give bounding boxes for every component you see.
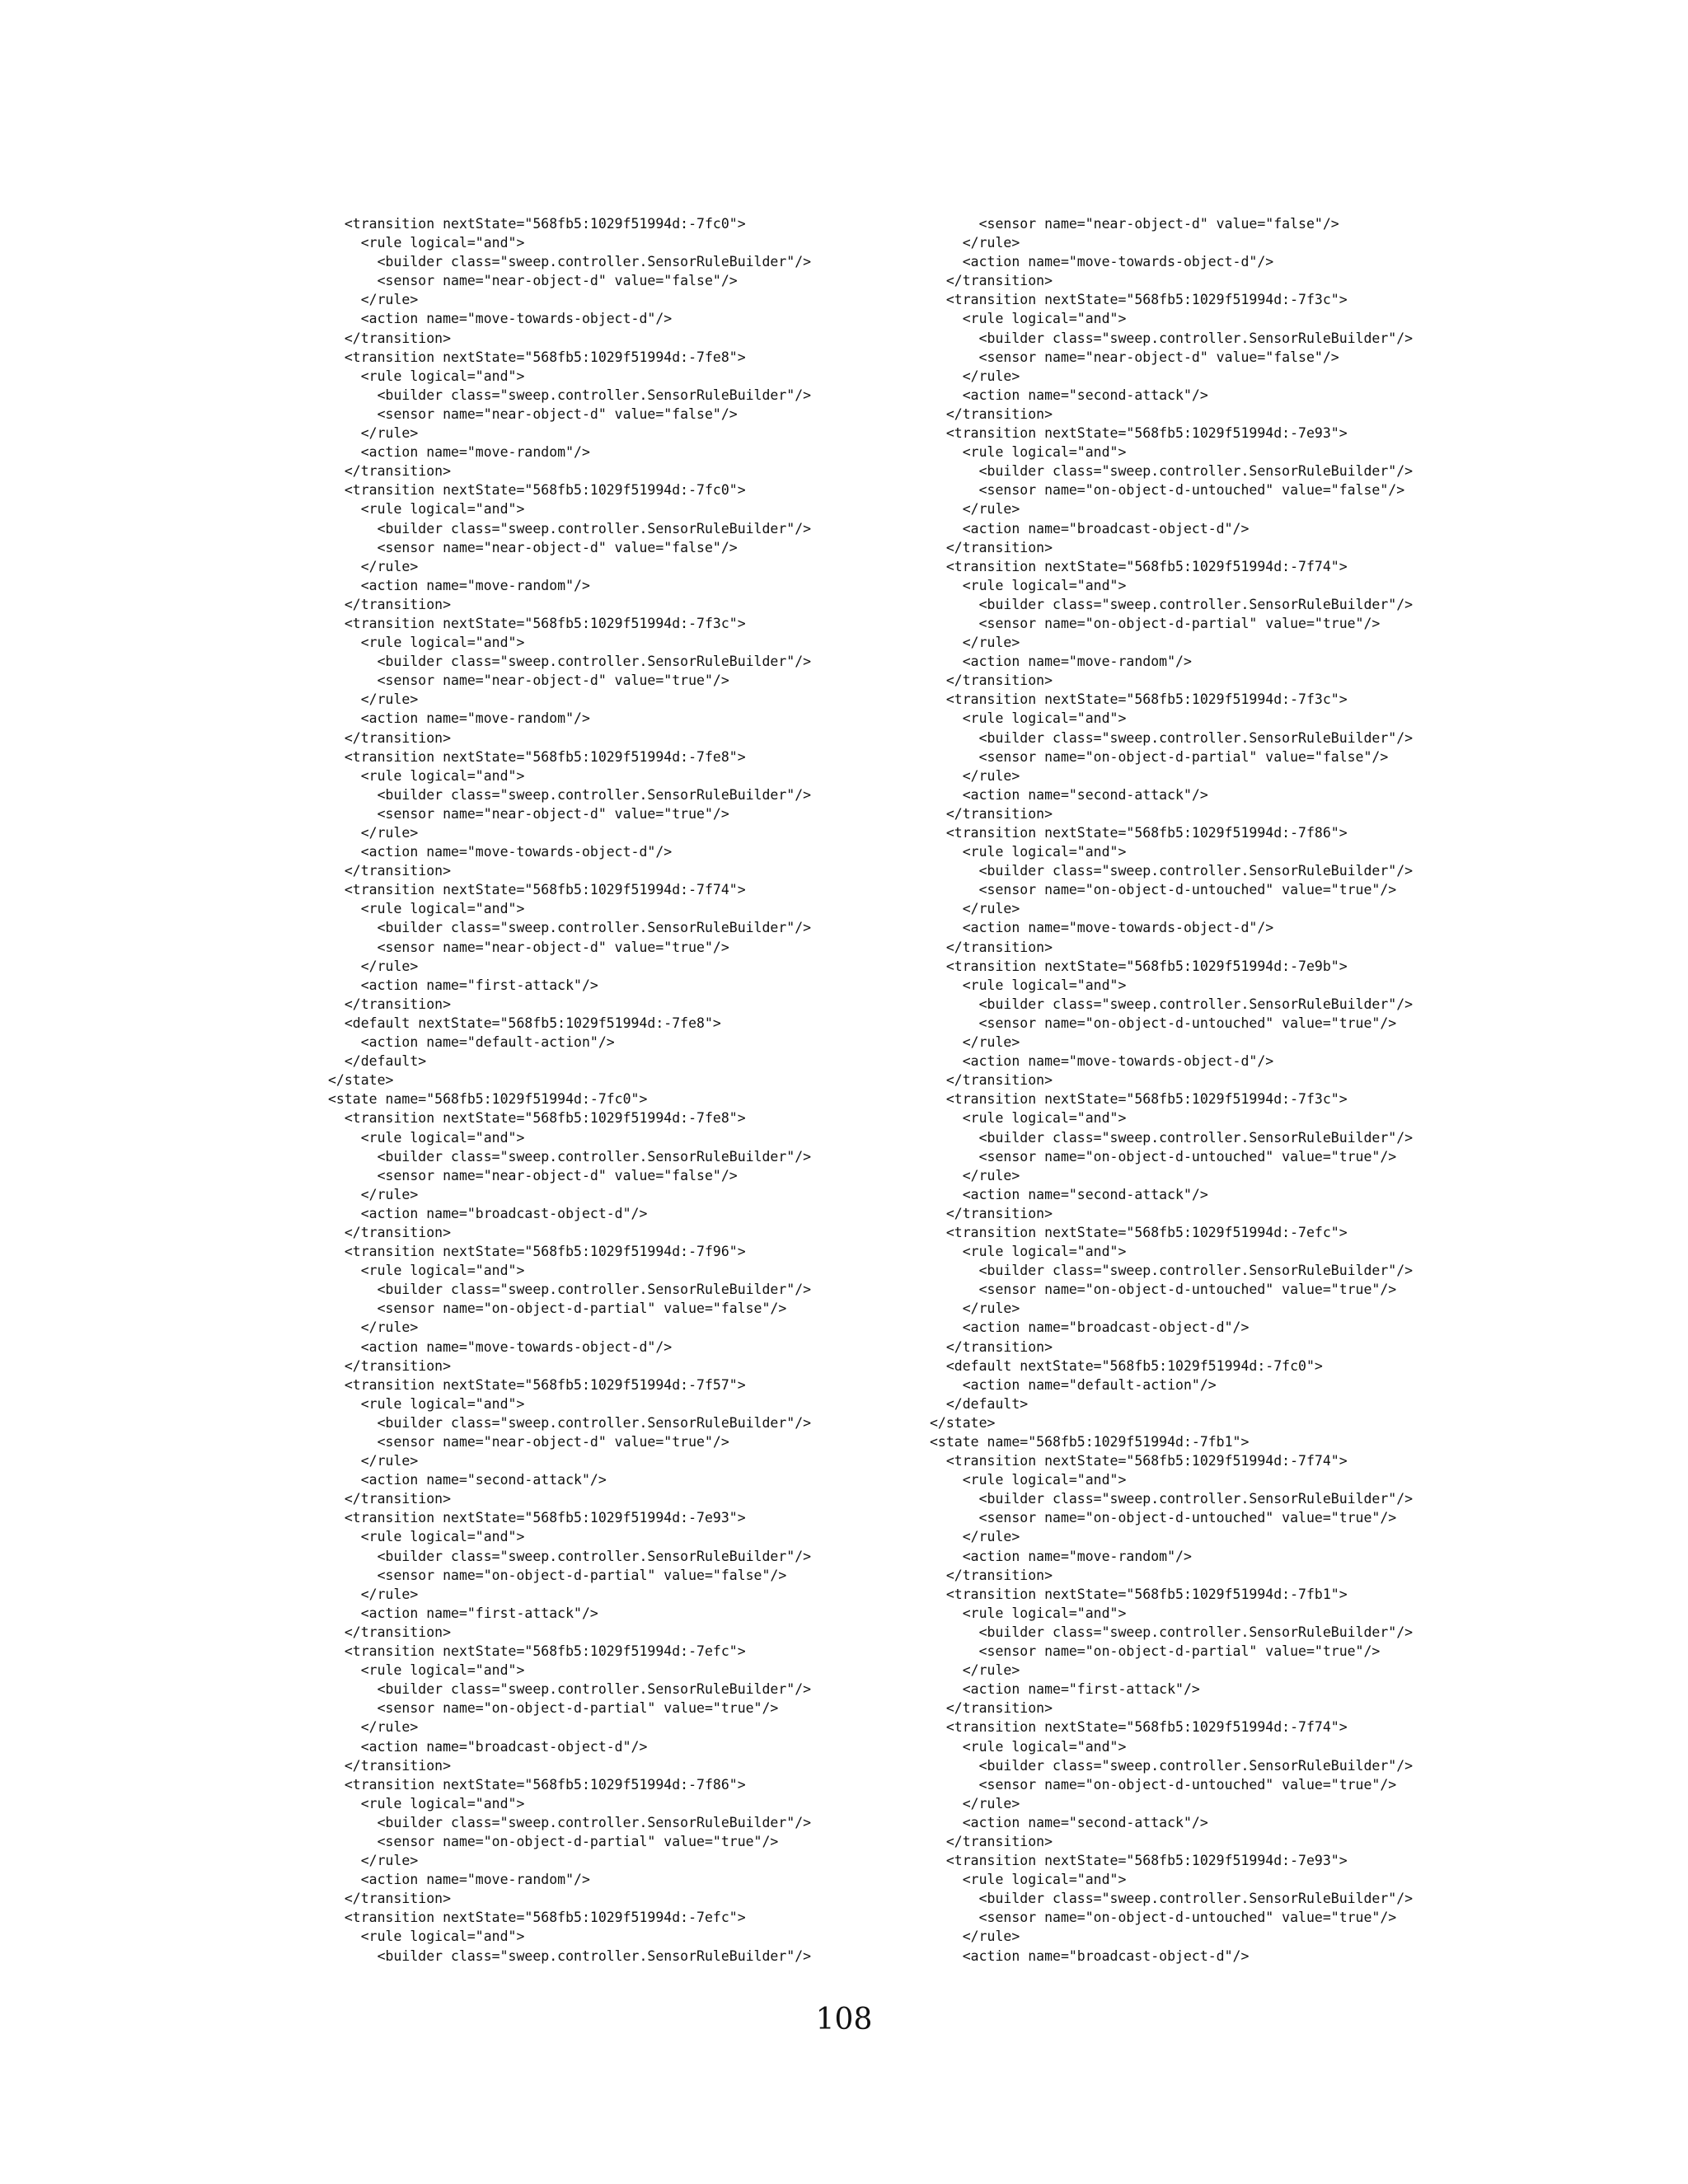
code-line: <builder class="sweep.controller.SensorRuleBuilder"/>	[930, 1624, 1414, 1640]
code-line: <rule logical="and">	[930, 1738, 1127, 1755]
code-line: <sensor name="on-object-d-untouched" value="true"/>	[930, 882, 1397, 898]
code-line: <transition nextState="568fb5:1029f51994d:-7fc0">	[328, 482, 746, 499]
page-number: 108	[815, 2003, 873, 2036]
code-line: <builder class="sweep.controller.SensorRuleBuilder"/>	[328, 1681, 812, 1698]
code-line: </rule>	[930, 1529, 1020, 1545]
code-line: <sensor name="on-object-d-partial" value="true"/>	[328, 1700, 779, 1717]
code-line: <transition nextState="568fb5:1029f51994d:-7e93">	[328, 1510, 746, 1526]
code-line: <action name="move-towards-object-d"/>	[328, 1338, 673, 1355]
code-line: <sensor name="near-object-d" value="false"/>	[328, 1167, 738, 1183]
code-line: </transition>	[328, 863, 452, 879]
code-line: <action name="broadcast-object-d"/>	[930, 520, 1250, 537]
code-line: </rule>	[930, 767, 1020, 784]
code-line: </transition>	[328, 729, 452, 746]
code-line: <sensor name="near-object-d" value="true"/>	[328, 1434, 729, 1450]
code-line: <builder class="sweep.controller.SensorRuleBuilder"/>	[930, 996, 1414, 1012]
code-line: <rule logical="and">	[930, 1244, 1127, 1260]
code-line: <sensor name="near-object-d" value="false"/>	[930, 216, 1339, 232]
code-line: <rule logical="and">	[328, 1263, 525, 1279]
code-line: <builder class="sweep.controller.SensorRuleBuilder"/>	[328, 254, 812, 270]
code-line: <action name="broadcast-object-d"/>	[930, 1947, 1250, 1964]
code-line: <rule logical="and">	[328, 501, 525, 518]
code-line: </transition>	[930, 1833, 1053, 1849]
code-line: <transition nextState="568fb5:1029f51994d:-7e93">	[930, 1853, 1348, 1869]
code-line: <action name="broadcast-object-d"/>	[930, 1319, 1250, 1336]
code-column-right	[930, 214, 1413, 1966]
code-line: <rule logical="and">	[328, 235, 525, 251]
code-line: <sensor name="near-object-d" value="true"/>	[328, 805, 729, 822]
code-line: </transition>	[930, 1072, 1053, 1089]
code-line: <builder class="sweep.controller.SensorRuleBuilder"/>	[328, 1548, 812, 1564]
code-line: </rule>	[930, 635, 1020, 651]
code-line: </transition>	[930, 1700, 1053, 1717]
code-line: </transition>	[328, 1891, 452, 1907]
code-line: <sensor name="on-object-d-partial" value="true"/>	[930, 1643, 1381, 1660]
code-line: </transition>	[930, 805, 1053, 822]
code-line: <action name="second-attack"/>	[930, 1814, 1208, 1830]
code-line: <action name="move-random"/>	[328, 1872, 590, 1888]
code-line: <transition nextState="568fb5:1029f51994d:-7efc">	[328, 1910, 746, 1926]
code-line: </transition>	[930, 1338, 1053, 1355]
code-line: <sensor name="on-object-d-untouched" value="true"/>	[930, 1910, 1397, 1926]
code-line: <builder class="sweep.controller.SensorRuleBuilder"/>	[930, 1757, 1414, 1774]
code-line: <transition nextState="568fb5:1029f51994d:-7efc">	[328, 1643, 746, 1660]
code-line: <builder class="sweep.controller.SensorRuleBuilder"/>	[930, 596, 1414, 612]
code-line: <action name="second-attack"/>	[930, 786, 1208, 803]
code-line: <default nextState="568fb5:1029f51994d:-7fe8">	[328, 1015, 721, 1031]
code-line: <transition nextState="568fb5:1029f51994d:-7f96">	[328, 1244, 746, 1260]
code-line: </rule>	[328, 425, 419, 442]
code-line: </rule>	[328, 1453, 419, 1469]
code-line: <rule logical="and">	[930, 844, 1127, 860]
code-line: <action name="move-towards-object-d"/>	[930, 254, 1274, 270]
code-line: <sensor name="on-object-d-untouched" value="false"/>	[930, 482, 1405, 499]
code-line: <sensor name="on-object-d-partial" value="false"/>	[328, 1567, 787, 1583]
code-line: <rule logical="and">	[930, 710, 1127, 727]
code-line: <sensor name="near-object-d" value="false"/>	[328, 405, 738, 422]
code-line: </transition>	[930, 405, 1053, 422]
code-line: <rule logical="and">	[930, 1605, 1127, 1621]
code-line: <action name="default-action"/>	[930, 1376, 1217, 1393]
code-line: </rule>	[328, 958, 419, 974]
code-line: <builder class="sweep.controller.SensorRuleBuilder"/>	[930, 863, 1414, 879]
code-column-left	[328, 214, 811, 1966]
code-line: <transition nextState="568fb5:1029f51994d:-7f57">	[328, 1376, 746, 1393]
code-line: <builder class="sweep.controller.SensorRuleBuilder"/>	[328, 1148, 812, 1165]
code-line: <rule logical="and">	[930, 444, 1127, 461]
code-line: <rule logical="and">	[328, 635, 525, 651]
code-line: </transition>	[930, 273, 1053, 289]
code-line: </rule>	[328, 1319, 419, 1336]
code-line: <default nextState="568fb5:1029f51994d:-7fc0">	[930, 1357, 1323, 1374]
code-line: <sensor name="near-object-d" value="false"/>	[328, 539, 738, 555]
code-line: <sensor name="on-object-d-partial" value="false"/>	[930, 748, 1389, 765]
code-line: <builder class="sweep.controller.SensorRuleBuilder"/>	[328, 654, 812, 670]
code-line: <rule logical="and">	[930, 577, 1127, 593]
code-line: </rule>	[930, 501, 1020, 518]
code-line: </transition>	[328, 330, 452, 346]
code-line: <sensor name="on-object-d-partial" value="true"/>	[930, 615, 1381, 631]
code-line: <sensor name="near-object-d" value="false"/>	[328, 273, 738, 289]
code-line: <transition nextState="568fb5:1029f51994d:-7e93">	[930, 425, 1348, 442]
code-line: <action name="move-random"/>	[328, 444, 590, 461]
code-line: </rule>	[328, 1853, 419, 1869]
code-line: </rule>	[930, 235, 1020, 251]
code-line: <rule logical="and">	[328, 767, 525, 784]
code-line: <action name="move-random"/>	[930, 654, 1192, 670]
code-line: </transition>	[930, 673, 1053, 689]
code-line: <action name="broadcast-object-d"/>	[328, 1205, 648, 1221]
code-line: <builder class="sweep.controller.SensorRuleBuilder"/>	[930, 1891, 1414, 1907]
code-line: <rule logical="and">	[328, 1395, 525, 1412]
code-line: <transition nextState="568fb5:1029f51994d:-7f86">	[930, 825, 1348, 841]
code-line: <rule logical="and">	[328, 1662, 525, 1679]
code-line: <action name="default-action"/>	[328, 1034, 615, 1051]
code-line: <action name="second-attack"/>	[930, 1186, 1208, 1202]
code-line: <sensor name="on-object-d-untouched" value="true"/>	[930, 1776, 1397, 1793]
code-line: </transition>	[328, 1491, 452, 1507]
code-line: <rule logical="and">	[930, 1872, 1127, 1888]
code-line: </state>	[328, 1072, 394, 1089]
code-line: <builder class="sweep.controller.SensorRuleBuilder"/>	[930, 1491, 1414, 1507]
code-line: <builder class="sweep.controller.SensorRuleBuilder"/>	[328, 1414, 812, 1431]
code-line: </transition>	[328, 1624, 452, 1640]
code-line: <rule logical="and">	[328, 901, 525, 917]
code-line: <action name="move-random"/>	[328, 577, 590, 593]
code-line: </transition>	[930, 939, 1053, 955]
code-line: <action name="first-attack"/>	[930, 1681, 1200, 1698]
code-line: </transition>	[930, 539, 1053, 555]
code-line: <builder class="sweep.controller.SensorRuleBuilder"/>	[328, 920, 812, 936]
code-line: </state>	[930, 1414, 996, 1431]
code-line: <builder class="sweep.controller.SensorRuleBuilder"/>	[930, 1129, 1414, 1146]
code-line: </rule>	[930, 368, 1020, 384]
code-line: <state name="568fb5:1029f51994d:-7fb1">	[930, 1434, 1250, 1450]
code-line: <transition nextState="568fb5:1029f51994d:-7f74">	[930, 1453, 1348, 1469]
code-line: <action name="first-attack"/>	[328, 1605, 598, 1621]
code-line: </rule>	[328, 558, 419, 574]
code-line: </transition>	[328, 996, 452, 1012]
code-line: </rule>	[328, 1186, 419, 1202]
code-line: <rule logical="and">	[930, 977, 1127, 993]
code-line: <builder class="sweep.controller.SensorRuleBuilder"/>	[328, 786, 812, 803]
code-line: </rule>	[930, 901, 1020, 917]
code-line: </rule>	[930, 1301, 1020, 1317]
code-line: </rule>	[328, 1586, 419, 1602]
code-line: <transition nextState="568fb5:1029f51994d:-7f74">	[930, 558, 1348, 574]
code-line: <transition nextState="568fb5:1029f51994d:-7fc0">	[328, 216, 746, 232]
code-line: </default>	[328, 1053, 427, 1070]
code-line: <builder class="sweep.controller.SensorRuleBuilder"/>	[930, 1263, 1414, 1279]
code-line: <action name="second-attack"/>	[328, 1472, 607, 1488]
code-line: </transition>	[328, 596, 452, 612]
code-line: <transition nextState="568fb5:1029f51994d:-7efc">	[930, 1224, 1348, 1240]
code-line: </rule>	[930, 1795, 1020, 1811]
code-line: <builder class="sweep.controller.SensorRuleBuilder"/>	[328, 1814, 812, 1830]
code-line: <transition nextState="568fb5:1029f51994d:-7fe8">	[328, 1110, 746, 1127]
code-line: </rule>	[930, 1167, 1020, 1183]
code-line: <sensor name="on-object-d-untouched" value="true"/>	[930, 1282, 1397, 1298]
code-line: <action name="move-random"/>	[930, 1548, 1192, 1564]
code-line: <action name="move-towards-object-d"/>	[930, 1053, 1274, 1070]
code-line: <builder class="sweep.controller.SensorRuleBuilder"/>	[328, 520, 812, 537]
code-line: <builder class="sweep.controller.SensorRuleBuilder"/>	[328, 1282, 812, 1298]
code-line: </transition>	[930, 1567, 1053, 1583]
code-line: </rule>	[930, 1662, 1020, 1679]
code-line: <sensor name="on-object-d-partial" value="true"/>	[328, 1833, 779, 1849]
code-line: <sensor name="near-object-d" value="false"/>	[930, 349, 1339, 365]
code-line: <sensor name="on-object-d-untouched" value="true"/>	[930, 1148, 1397, 1165]
code-line: <transition nextState="568fb5:1029f51994d:-7e9b">	[930, 958, 1348, 974]
code-line: <sensor name="on-object-d-untouched" value="true"/>	[930, 1510, 1397, 1526]
code-line: <rule logical="and">	[930, 311, 1127, 327]
code-line: </default>	[930, 1395, 1029, 1412]
code-line: <builder class="sweep.controller.SensorRuleBuilder"/>	[930, 729, 1414, 746]
code-line: <rule logical="and">	[328, 1795, 525, 1811]
code-line: <sensor name="on-object-d-partial" value="false"/>	[328, 1301, 787, 1317]
code-line: <transition nextState="568fb5:1029f51994d:-7f3c">	[930, 1091, 1348, 1108]
code-line: <rule logical="and">	[328, 368, 525, 384]
code-line: </rule>	[328, 825, 419, 841]
code-line: <transition nextState="568fb5:1029f51994d:-7f74">	[328, 882, 746, 898]
code-line: <builder class="sweep.controller.SensorRuleBuilder"/>	[930, 330, 1414, 346]
code-line: <action name="first-attack"/>	[328, 977, 598, 993]
code-line: <transition nextState="568fb5:1029f51994d:-7f3c">	[930, 691, 1348, 708]
code-line: <action name="move-towards-object-d"/>	[328, 844, 673, 860]
code-line: </transition>	[328, 1357, 452, 1374]
code-line: </rule>	[328, 691, 419, 708]
code-line: <builder class="sweep.controller.SensorRuleBuilder"/>	[328, 1947, 812, 1964]
code-line: <rule logical="and">	[328, 1529, 525, 1545]
code-line: <transition nextState="568fb5:1029f51994d:-7f3c">	[930, 292, 1348, 308]
code-line: <sensor name="near-object-d" value="true"/>	[328, 673, 729, 689]
code-line: <action name="move-towards-object-d"/>	[328, 311, 673, 327]
code-line: </transition>	[328, 463, 452, 480]
code-line: <rule logical="and">	[930, 1110, 1127, 1127]
code-line: <action name="move-random"/>	[328, 710, 590, 727]
code-line: </rule>	[328, 1719, 419, 1736]
code-line: </rule>	[328, 292, 419, 308]
code-line: <action name="move-towards-object-d"/>	[930, 920, 1274, 936]
code-line: <transition nextState="568fb5:1029f51994d:-7f74">	[930, 1719, 1348, 1736]
code-line: </transition>	[328, 1757, 452, 1774]
code-line: <sensor name="near-object-d" value="true"/>	[328, 939, 729, 955]
code-line: <sensor name="on-object-d-untouched" value="true"/>	[930, 1015, 1397, 1031]
code-line: <transition nextState="568fb5:1029f51994d:-7f3c">	[328, 615, 746, 631]
code-line: </rule>	[930, 1034, 1020, 1051]
code-line: <builder class="sweep.controller.SensorRuleBuilder"/>	[328, 387, 812, 403]
code-line: <transition nextState="568fb5:1029f51994d:-7fb1">	[930, 1586, 1348, 1602]
code-line: </transition>	[930, 1205, 1053, 1221]
code-line: <transition nextState="568fb5:1029f51994d:-7fe8">	[328, 349, 746, 365]
code-line: <state name="568fb5:1029f51994d:-7fc0">	[328, 1091, 648, 1108]
code-line: <action name="second-attack"/>	[930, 387, 1208, 403]
code-line: <rule logical="and">	[930, 1472, 1127, 1488]
code-line: <rule logical="and">	[328, 1129, 525, 1146]
code-line: <rule logical="and">	[328, 1929, 525, 1945]
code-line: <action name="broadcast-object-d"/>	[328, 1738, 648, 1755]
code-line: </transition>	[328, 1224, 452, 1240]
code-line: </rule>	[930, 1929, 1020, 1945]
code-line: <transition nextState="568fb5:1029f51994d:-7f86">	[328, 1776, 746, 1793]
code-line: <builder class="sweep.controller.SensorRuleBuilder"/>	[930, 463, 1414, 480]
code-line: <transition nextState="568fb5:1029f51994d:-7fe8">	[328, 748, 746, 765]
